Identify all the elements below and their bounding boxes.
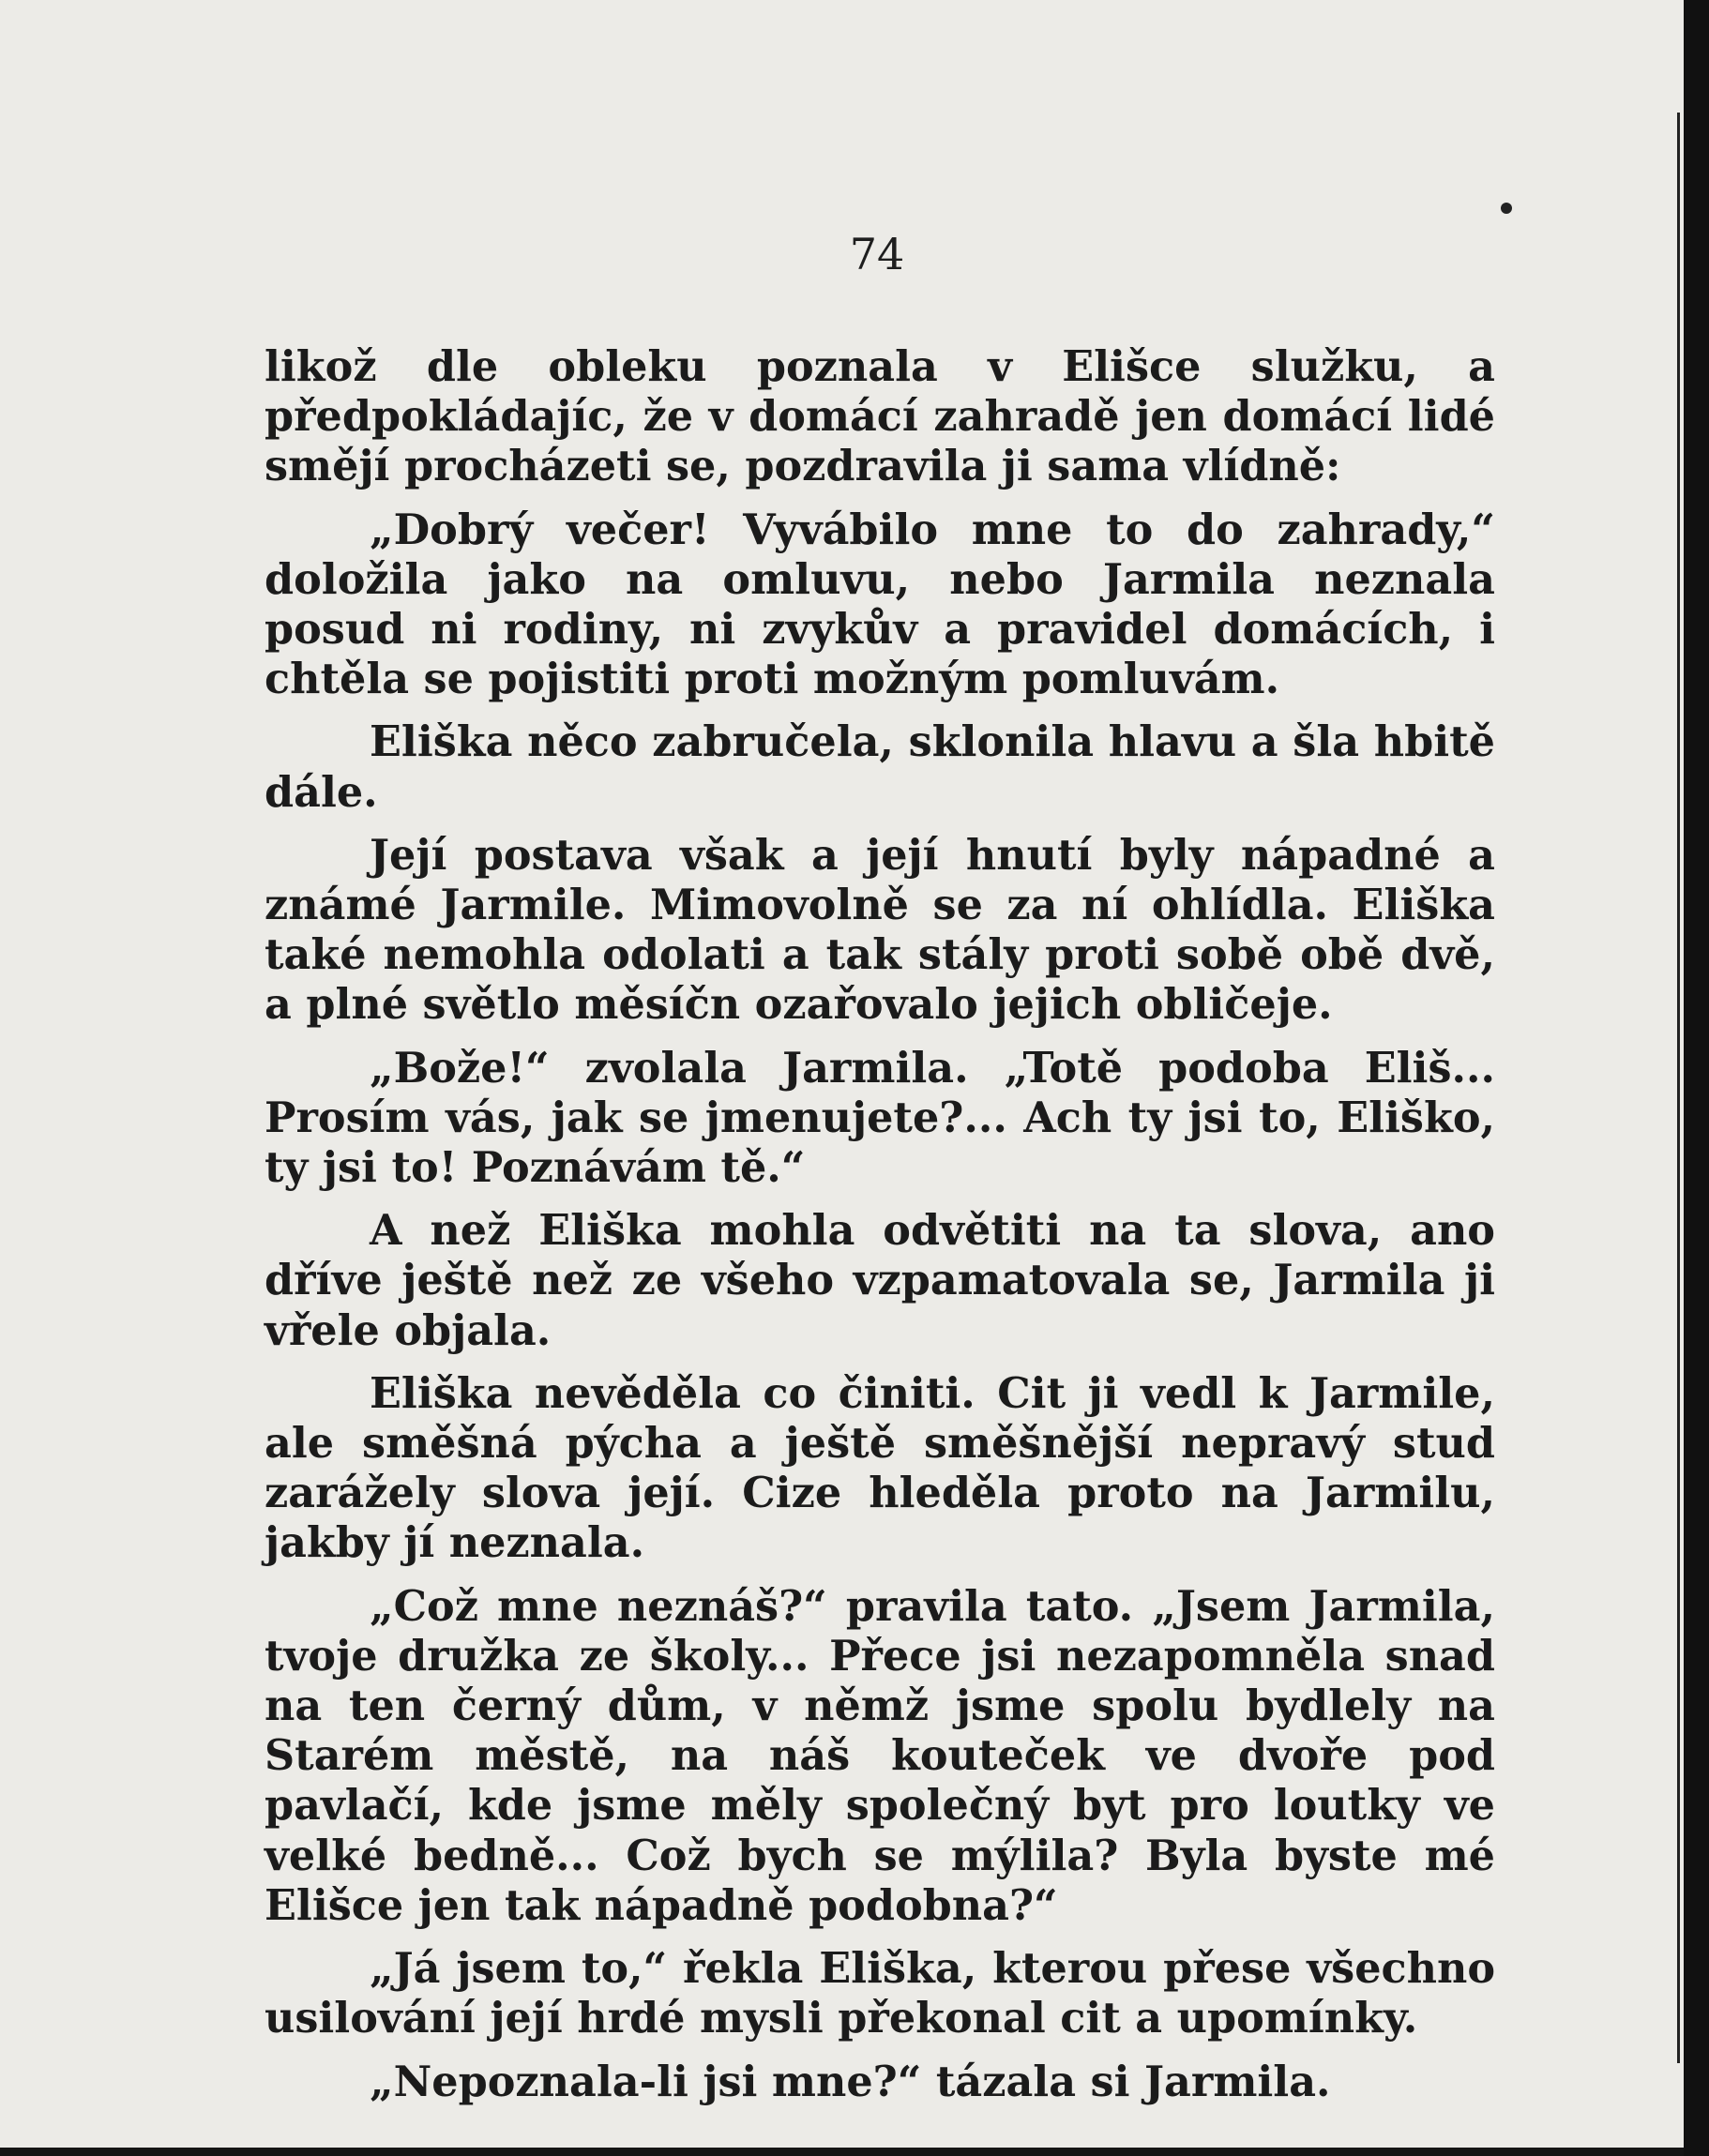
body-text — [265, 342, 1495, 2120]
scan-border — [1684, 0, 1709, 2156]
paragraph: „Nepoznala-li jsi mne?“ tázala si Jarmila. — [370, 2057, 1331, 2106]
paragraph: „Což mne neznáš?“ pravila tato. „Jsem Jarmila, tvoje družka ze školy... Přece jsi nezapomněla snad na ten černý dům, v němž jsme spolu bydlely na Starém městě, na náš kouteček ve dvoře pod pavlačí, kde jsme měly společný byt pro loutky ve velké bedně... Což bych se mýlila? Byla byste mé Elišce jen tak nápadně podobna?“ — [265, 1581, 1495, 1930]
paragraph: A než Eliška mohla odvětiti na ta slova, ano dříve ještě než ze všeho vzpamatovala se, Jarmila ji vřele objala. — [265, 1206, 1495, 1355]
paragraph: Eliška něco zabručela, sklonila hlavu a šla hbitě dále. — [265, 717, 1495, 817]
paragraph: Její postava však a její hnutí byly nápadné a známé Jarmile. Mimovolně se za ní ohlídla. Eliška také nemohla odolati a tak stály proti sobě obě dvě, a plné světlo měsíčn ozařovalo jejich obličeje. — [265, 830, 1495, 1030]
paragraph: likož dle obleku poznala v Elišce služku, a předpokládajíc, že v domácí zahradě jen domácí lidé smějí procházeti se, pozdravila ji sama vlídně: — [265, 342, 1495, 491]
paragraph: „Dobrý večer! Vyvábilo mne to do zahrady,“ doložila jako na omluvu, nebo Jarmila neznala posud ni rodiny, ni zvykův a pravidel domácích, i chtěla se pojistiti proti možným pomluvám. — [265, 505, 1495, 704]
paragraph: Eliška nevěděla co činiti. Cit ji vedl k Jarmile, ale směšná pýcha a ještě směšnější nepravý stud zarážely slova její. Cize hleděla proto na Jarmilu, jakby jí neznala. — [265, 1368, 1495, 1568]
ink-speck — [1501, 203, 1512, 214]
page-edge-shadow — [1677, 113, 1680, 2063]
paragraph: „Bože!“ zvolala Jarmila. „Totě podoba Eliš... Prosím vás, jak se jmenujete?... Ach ty jsi to, Eliško, ty jsi to! Poznávám tě.“ — [265, 1043, 1495, 1193]
paragraph: „Já jsem to,“ řekla Eliška, kterou přese všechno usilování její hrdé mysli překonal cit a upomínky. — [265, 1944, 1495, 2043]
page-number: 74 — [849, 229, 905, 279]
